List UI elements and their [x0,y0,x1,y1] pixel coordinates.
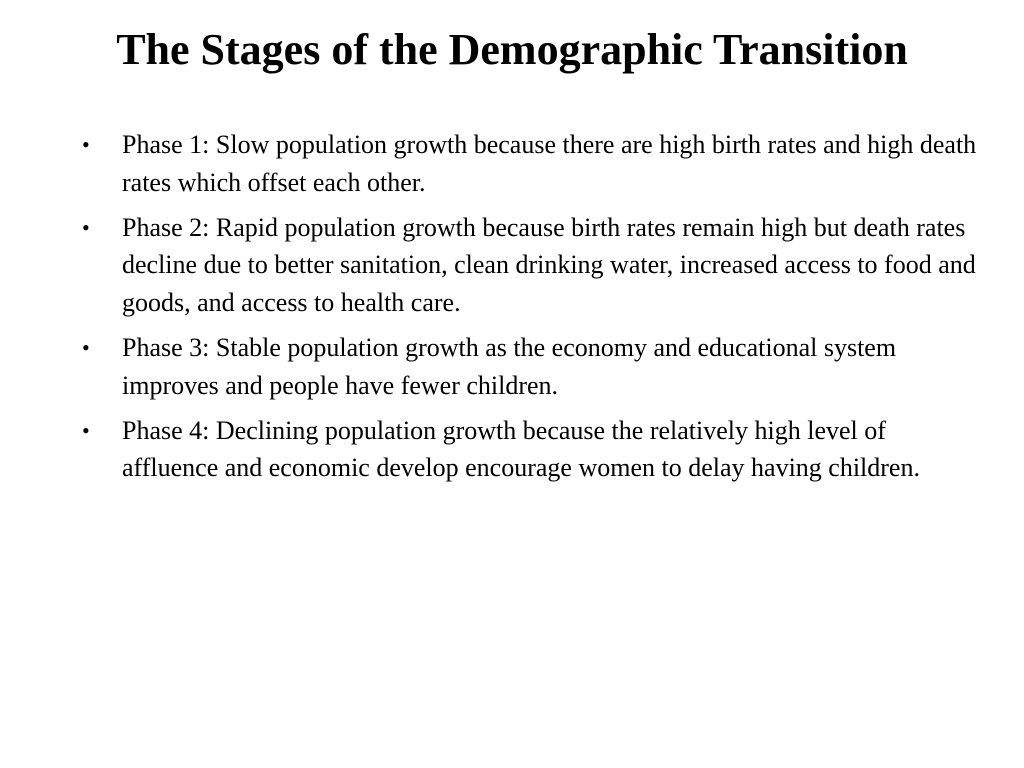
bullet-icon: • [82,417,90,443]
bullet-text: Phase 2: Rapid population growth because birth rates remain high but death rates decline due to better sanitation, clean drinking water, increased access to food and goods, and access to health care. [122,212,976,318]
bullet-list [82,126,982,494]
bullet-icon: • [82,214,90,240]
bullet-item-phase-2 [82,209,982,322]
bullet-item-phase-1 [82,126,982,202]
bullet-item-phase-3 [82,329,982,405]
slide-title: The Stages of the Demographic Transition [116,25,908,74]
bullet-text: Phase 1: Slow population growth because there are high birth rates and high death rates which offset each other. [122,130,977,197]
bullet-icon: • [82,132,90,157]
bullet-icon: • [82,334,90,360]
bullet-text: Phase 4: Declining population growth because the relatively high level of affluence and economic develop encourage women to delay having children. [122,415,920,483]
bullet-text: Phase 3: Stable population growth as the economy and educational system improves and people have fewer children. [122,332,897,400]
bullet-item-phase-4 [82,412,982,488]
